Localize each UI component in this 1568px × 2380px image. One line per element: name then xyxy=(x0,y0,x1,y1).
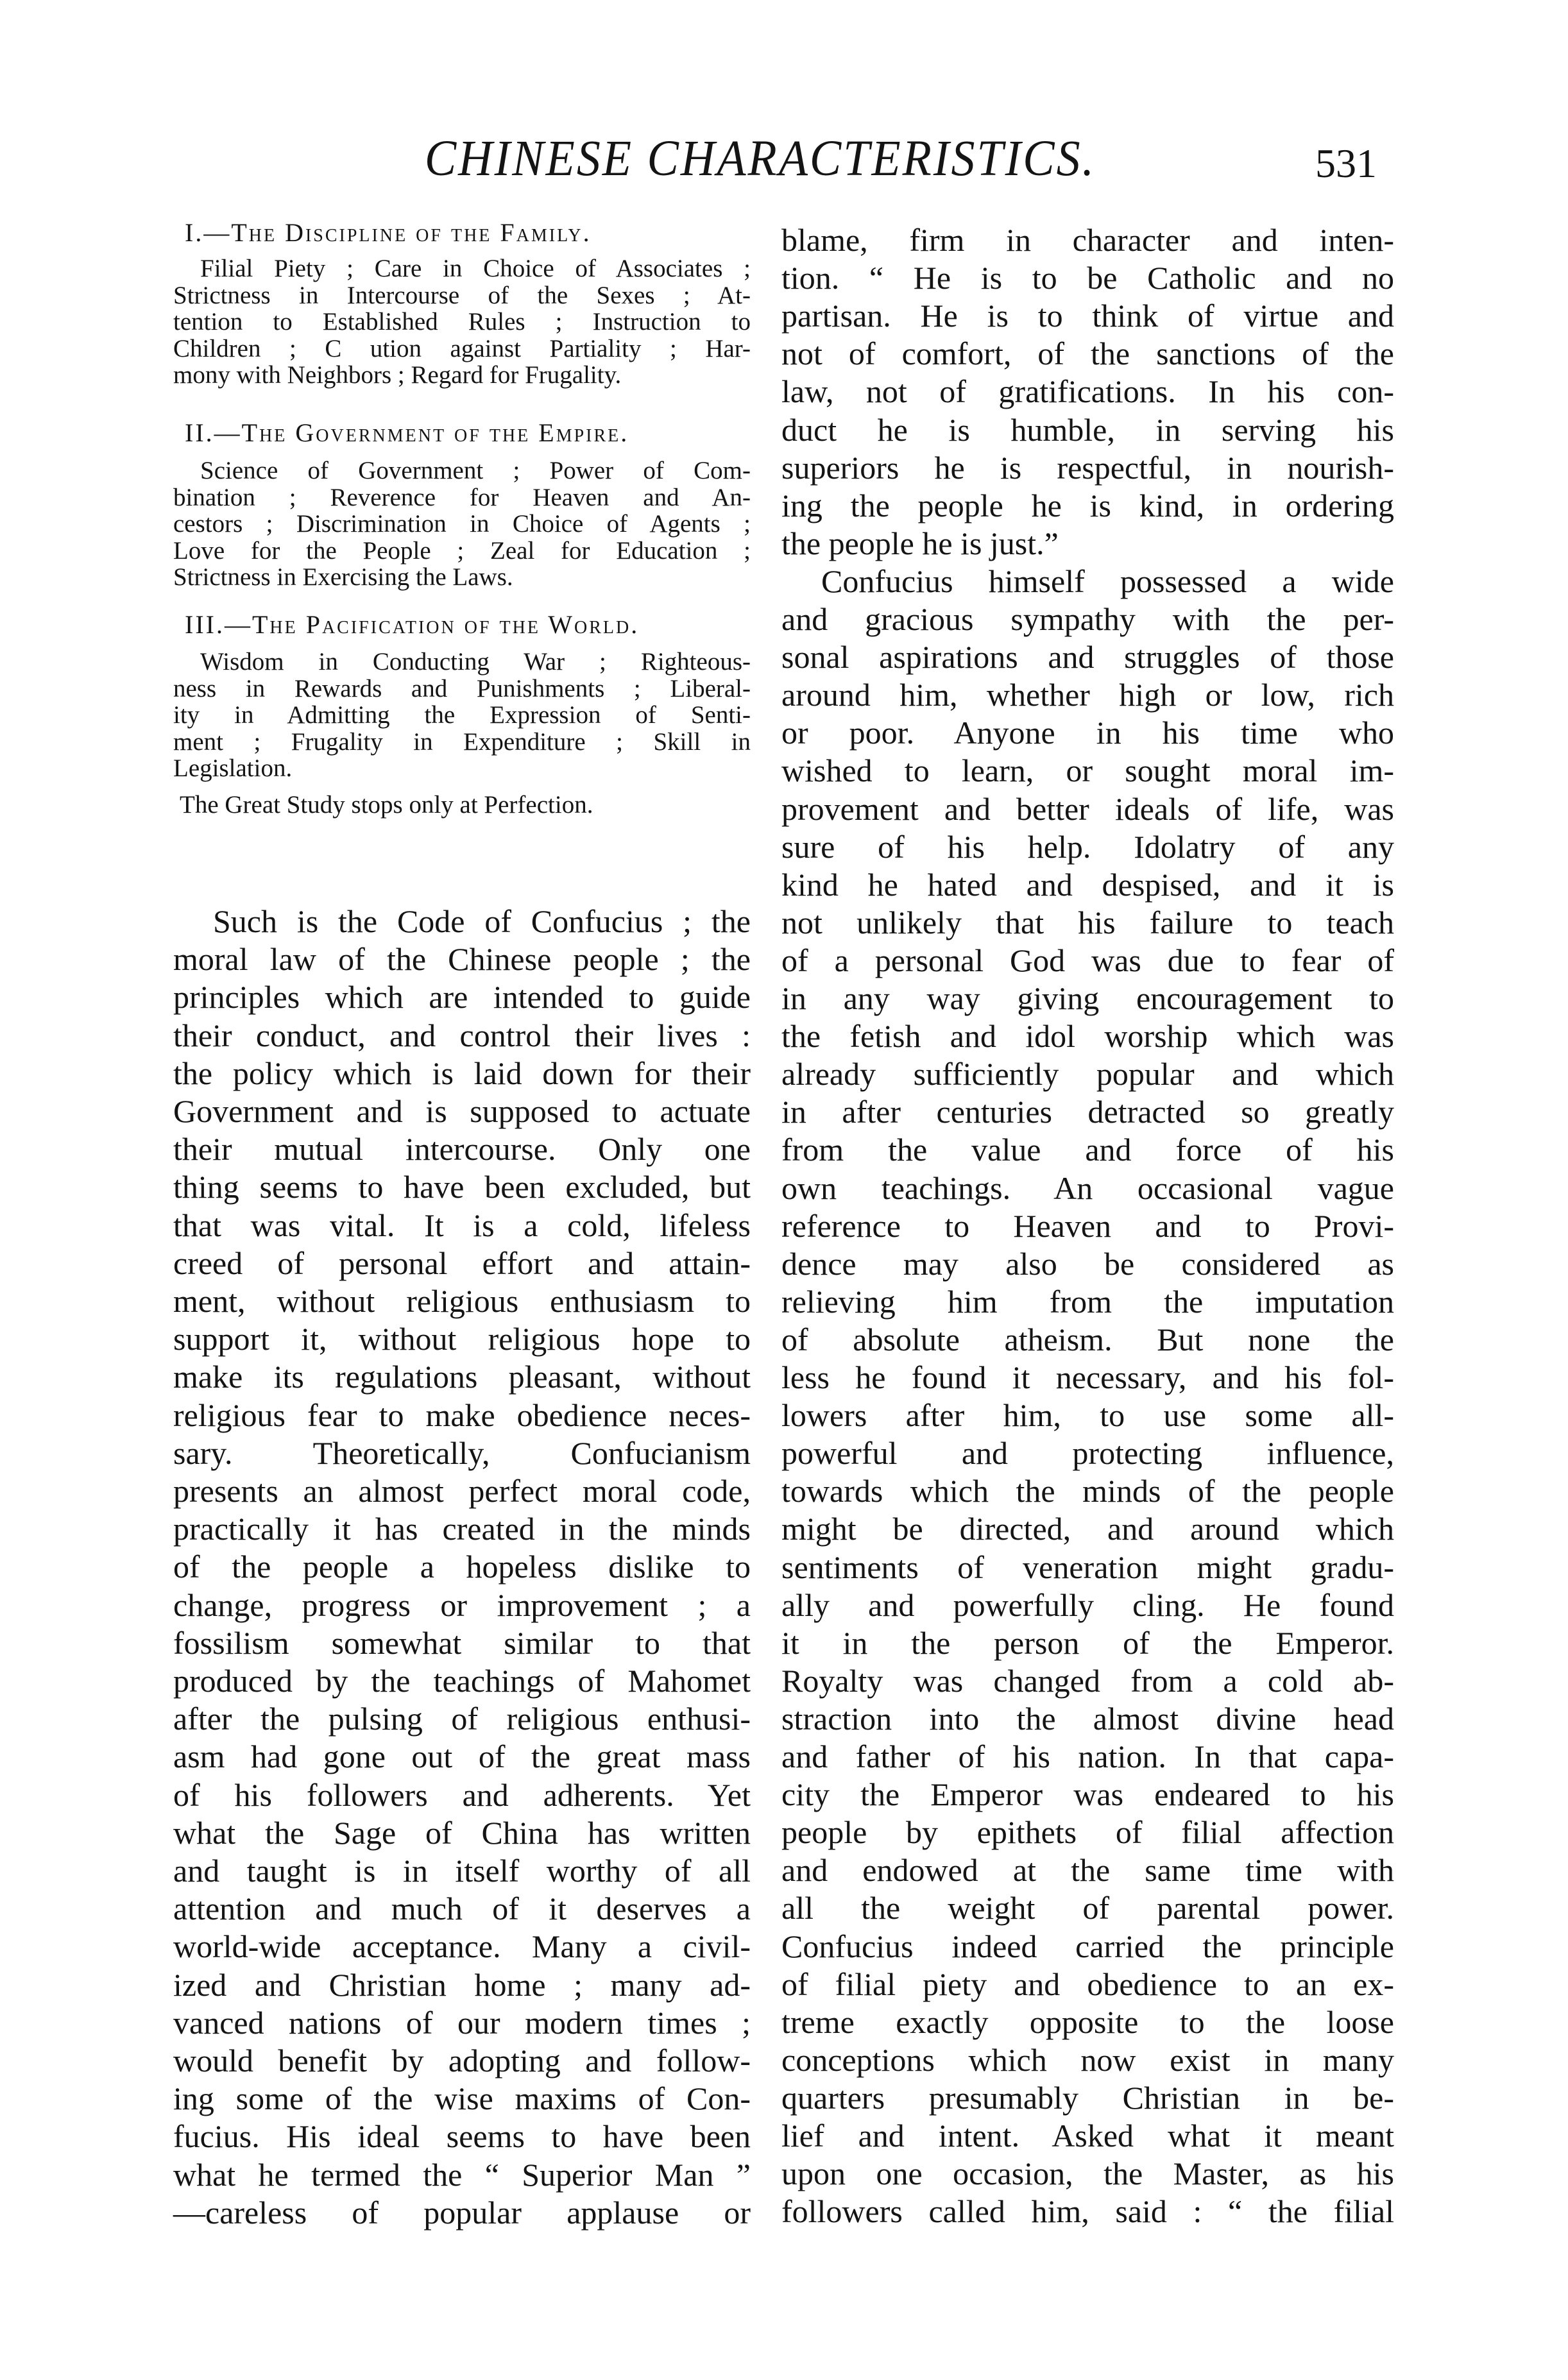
text-line: that was vital. It is a cold, lifeless xyxy=(173,1207,751,1243)
text-line: duct he is humble, in serving his xyxy=(781,411,1394,448)
text-line: Confucius himself possessed a wide xyxy=(821,563,1394,599)
text-line: relieving him from the imputation xyxy=(781,1283,1394,1320)
text-line: followers called him, said : “ the filial xyxy=(781,2193,1394,2230)
text-line: change, progress or improvement ; a xyxy=(173,1586,751,1623)
text-line: of his followers and adherents. Yet xyxy=(173,1776,751,1813)
text-line: and father of his nation. In that capa- xyxy=(781,1738,1394,1774)
text-line: produced by the teachings of Mahomet xyxy=(173,1663,751,1699)
text-line: of a personal God was due to fear of xyxy=(781,942,1394,978)
text-line: ing the people he is kind, in ordering xyxy=(781,487,1394,523)
text-line: straction into the almost divine head xyxy=(781,1700,1394,1737)
text-line: powerful and protecting influence, xyxy=(781,1435,1394,1472)
outline-line: bination ; Reverence for Heaven and An- xyxy=(173,483,751,511)
text-line: Such is the Code of Confucius ; the xyxy=(213,903,751,939)
outline-line: Filial Piety ; Care in Choice of Associates ; xyxy=(200,255,751,282)
text-line: already sufficiently popular and which xyxy=(781,1056,1394,1092)
section-heading: I.—The Discipline of the Family. xyxy=(185,218,592,247)
text-line: would benefit by adopting and follow- xyxy=(173,2043,751,2078)
text-line: upon one occasion, the Master, as his xyxy=(781,2155,1394,2192)
text-line: blame, firm in character and inten- xyxy=(781,222,1394,258)
text-line: kind he hated and despised, and it is xyxy=(781,866,1394,903)
text-line: and taught is in itself worthy of all xyxy=(173,1853,751,1889)
outline-line: Wisdom in Conducting War ; Righteous- xyxy=(200,648,751,676)
text-line: city the Emperor was endeared to his xyxy=(781,1776,1394,1813)
text-line: ized and Christian home ; many ad- xyxy=(173,1966,751,2003)
text-line: of the people a hopeless dislike to xyxy=(173,1549,751,1585)
text-line: creed of personal effort and attain- xyxy=(173,1245,751,1281)
text-line: own teachings. An occasional vague xyxy=(781,1169,1394,1206)
text-line: —careless of popular applause or xyxy=(173,2194,751,2231)
text-line: from the value and force of his xyxy=(781,1132,1394,1168)
text-line: in any way giving encouragement to xyxy=(781,980,1394,1016)
text-line: ally and powerfully cling. He found xyxy=(781,1586,1394,1623)
text-line: less he found it necessary, and his fol- xyxy=(781,1359,1394,1395)
text-line: not of comfort, of the sanctions of the xyxy=(781,336,1394,372)
text-line: sary. Theoretically, Confucianism xyxy=(173,1434,751,1471)
text-line: tion. “ He is to be Catholic and no xyxy=(781,260,1394,296)
text-line: law, not of gratifications. In his con- xyxy=(781,373,1394,410)
text-line: it in the person of the Emperor. xyxy=(781,1624,1394,1661)
text-line: dence may also be considered as xyxy=(781,1245,1394,1282)
text-line: moral law of the Chinese people ; the xyxy=(173,941,751,978)
outline-line: Strictness in Intercourse of the Sexes ; At- xyxy=(173,281,751,309)
text-line: provement and better ideals of life, was xyxy=(781,790,1394,827)
text-line: thing seems to have been excluded, but xyxy=(173,1169,751,1205)
text-line: of filial piety and obedience to an ex- xyxy=(781,1966,1394,2002)
text-line: their mutual intercourse. Only one xyxy=(173,1131,751,1168)
text-line: towards which the minds of the people xyxy=(781,1473,1394,1509)
text-line: the people he is just.” xyxy=(781,525,1059,561)
text-line: support it, without religious hope to xyxy=(173,1321,751,1357)
outline-line: mony with Neighbors ; Regard for Frugality. xyxy=(173,361,622,389)
text-line: sonal aspirations and struggles of those xyxy=(781,639,1394,676)
text-line: what he termed the “ Superior Man ” xyxy=(173,2156,751,2193)
outline-line: Strictness in Exercising the Laws. xyxy=(173,563,513,591)
outline-line: Children ; C ution against Partiality ; Har- xyxy=(173,334,751,362)
text-line: principles which are intended to guide xyxy=(173,979,751,1016)
section-heading: II.—The Government of the Empire. xyxy=(185,418,629,447)
text-line: or poor. Anyone in his time who xyxy=(781,715,1394,751)
text-line: of absolute atheism. But none the xyxy=(781,1321,1394,1357)
text-line: after the pulsing of religious enthusi- xyxy=(173,1701,751,1737)
text-line: fossilism somewhat similar to that xyxy=(173,1624,751,1661)
text-line: conceptions which now exist in many xyxy=(781,2041,1394,2078)
outline-line: Science of Government ; Power of Com- xyxy=(200,457,751,484)
text-line: lief and intent. Asked what it meant xyxy=(781,2118,1394,2154)
text-line: fucius. His ideal seems to have been xyxy=(173,2118,751,2155)
text-line: reference to Heaven and to Provi- xyxy=(781,1207,1394,1244)
text-line: presents an almost perfect moral code, xyxy=(173,1473,751,1509)
outline-line: Legislation. xyxy=(173,754,293,782)
text-line: asm had gone out of the great mass xyxy=(173,1738,751,1775)
text-line: attention and much of it deserves a xyxy=(173,1891,751,1927)
text-line: what the Sage of China has written xyxy=(173,1814,751,1851)
text-line: sure of his help. Idolatry of any xyxy=(781,828,1394,865)
text-line: might be directed, and around which xyxy=(781,1511,1394,1547)
text-line: wished to learn, or sought moral im- xyxy=(781,752,1394,789)
section-heading: III.—The Pacification of the World. xyxy=(185,610,640,639)
text-line: vanced nations of our modern times ; xyxy=(173,2004,751,2041)
text-line: the policy which is laid down for their xyxy=(173,1055,751,1091)
text-line: world-wide acceptance. Many a civil- xyxy=(173,1928,751,1965)
text-line: lowers after him, to use some all- xyxy=(781,1397,1394,1434)
page-number: 531 xyxy=(1315,140,1377,186)
outline-line: Love for the People ; Zeal for Education ; xyxy=(173,536,751,565)
text-line: their conduct, and control their lives : xyxy=(173,1017,751,1053)
text-line: Royalty was changed from a cold ab- xyxy=(781,1662,1394,1699)
text-line: treme exactly opposite to the loose xyxy=(781,2003,1394,2040)
outline-line: ment ; Frugality in Expenditure ; Skill in xyxy=(173,727,751,756)
text-line: the fetish and idol worship which was xyxy=(781,1018,1394,1055)
outline-line: ity in Admitting the Expression of Senti- xyxy=(173,701,751,729)
text-line: sentiments of veneration might gradu- xyxy=(781,1549,1394,1585)
text-line: not unlikely that his failure to teach xyxy=(781,904,1394,940)
outline-closing: The Great Study stops only at Perfection. xyxy=(180,791,593,819)
outline-line: cestors ; Discrimination in Choice of Agents ; xyxy=(173,510,751,538)
text-line: in after centuries detracted so greatly xyxy=(781,1094,1394,1130)
text-line: quarters presumably Christian in be- xyxy=(781,2079,1394,2116)
text-line: and endowed at the same time with xyxy=(781,1852,1394,1889)
text-line: practically it has created in the minds xyxy=(173,1511,751,1547)
text-line: partisan. He is to think of virtue and xyxy=(781,298,1394,334)
text-line: ment, without religious enthusiasm to xyxy=(173,1283,751,1319)
text-line: ing some of the wise maxims of Con- xyxy=(173,2080,751,2117)
text-line: make its regulations pleasant, without xyxy=(173,1359,751,1395)
running-title: CHINESE CHARACTERISTICS. xyxy=(424,130,1096,187)
text-line: people by epithets of filial affection xyxy=(781,1814,1394,1851)
text-line: Confucius indeed carried the principle xyxy=(781,1928,1394,1964)
text-line: around him, whether high or low, rich xyxy=(781,677,1394,713)
outline-line: ness in Rewards and Punishments ; Liberal- xyxy=(173,674,751,702)
text-line: and gracious sympathy with the per- xyxy=(781,601,1394,637)
outline-line: tention to Established Rules ; Instruction to xyxy=(173,308,751,336)
text-line: all the weight of parental power. xyxy=(781,1890,1394,1926)
text-line: Government and is supposed to actuate xyxy=(173,1093,751,1129)
text-line: superiors he is respectful, in nourish- xyxy=(781,449,1394,486)
text-line: religious fear to make obedience neces- xyxy=(173,1397,751,1433)
